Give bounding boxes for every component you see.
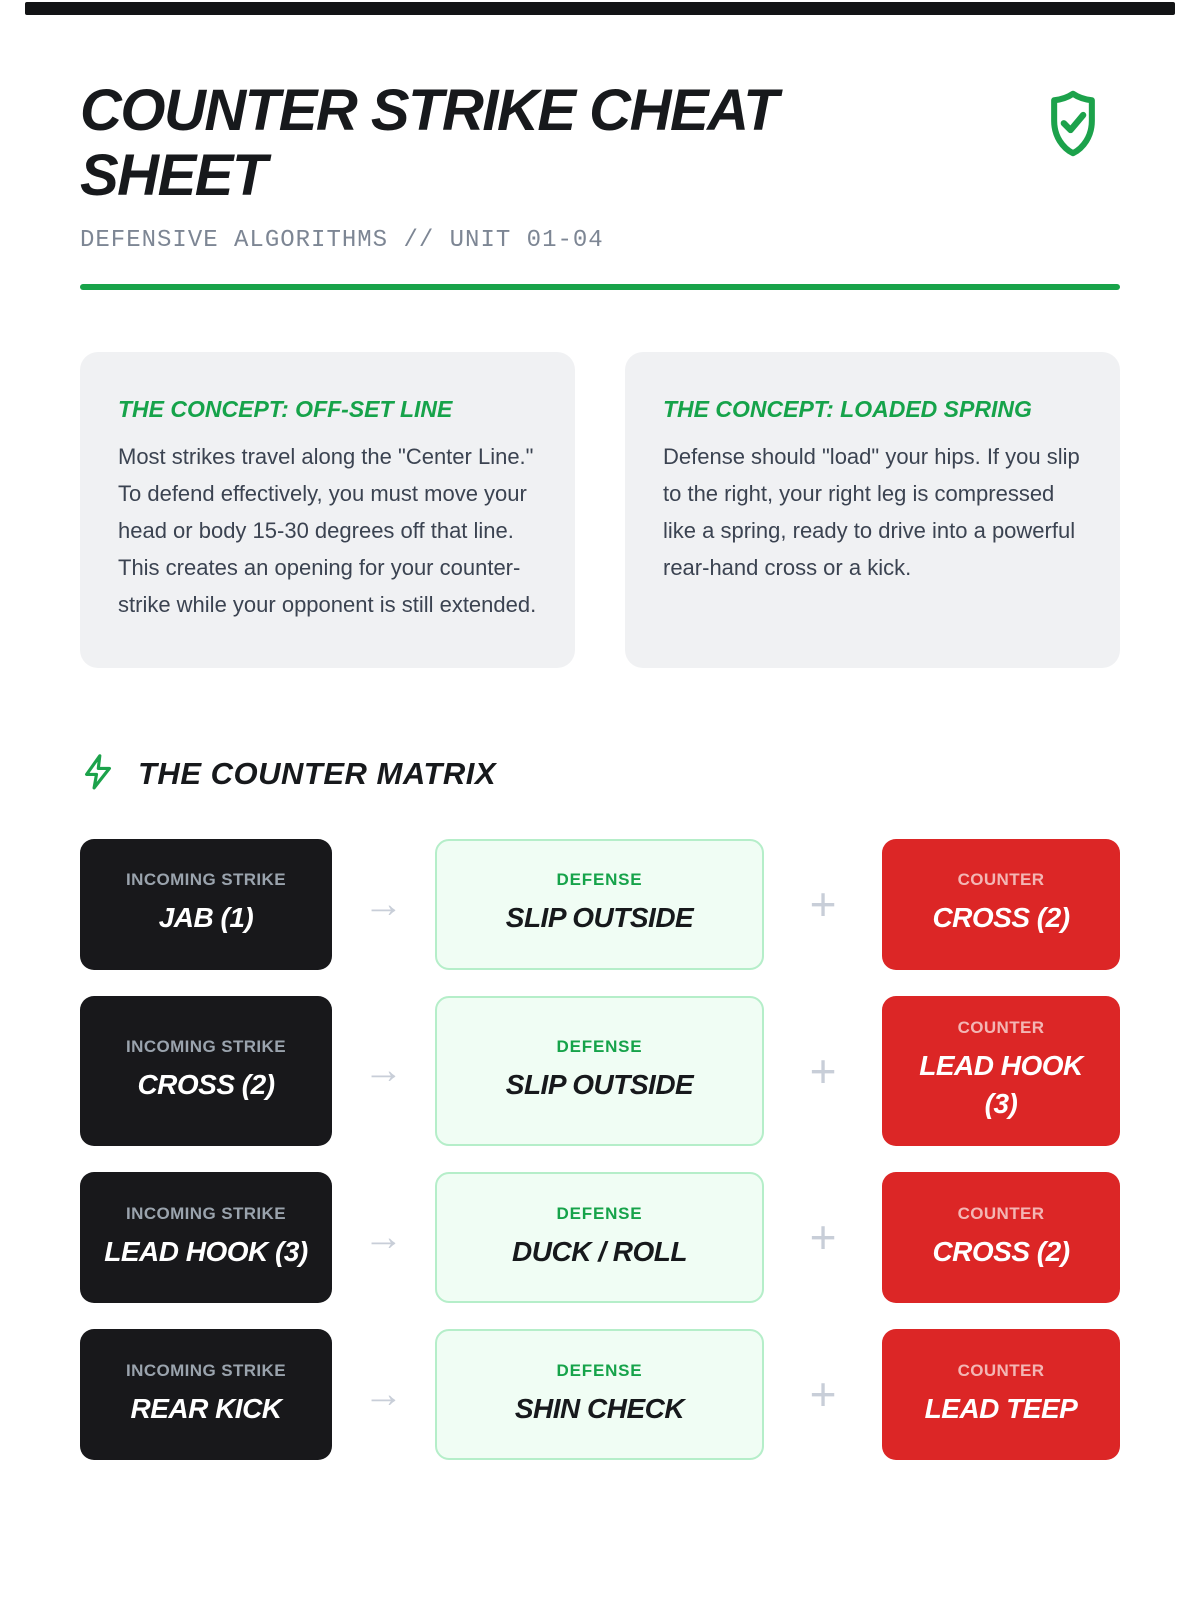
counter-card — [882, 1172, 1120, 1303]
strike-value: REAR KICK — [130, 1392, 282, 1424]
arrow-right-icon: → — [363, 1214, 404, 1259]
strike-label: INCOMING STRIKE — [126, 1203, 286, 1223]
counter-card — [882, 839, 1120, 970]
counter-label: COUNTER — [957, 870, 1045, 890]
strike-label: INCOMING STRIKE — [126, 1036, 286, 1056]
strike-value: LEAD HOOK (3) — [104, 1235, 308, 1267]
green-divider — [80, 284, 1120, 290]
counter-value: LEAD TEEP — [924, 1392, 1078, 1424]
strike-label: INCOMING STRIKE — [126, 1360, 286, 1380]
defense-label: DEFENSE — [556, 1203, 643, 1223]
page-subtitle: DEFENSIVE ALGORITHMS // UNIT 01-04 — [80, 226, 604, 254]
concept-cards — [80, 352, 1120, 668]
arrow-right-icon: → — [363, 881, 404, 926]
matrix-row — [80, 1329, 1120, 1460]
defense-card — [435, 1172, 764, 1303]
matrix-row — [80, 1172, 1120, 1303]
counter-card — [882, 1329, 1120, 1460]
concept-body: Most strikes travel along the "Center Line." To defend effectively, you must move your head or body 15-30 degrees off that line. This creates an opening for your counter-strike while your opponent is still extended. — [118, 443, 537, 617]
counter-value: LEAD HOOK (3) — [919, 1049, 1083, 1120]
concept-heading: THE CONCEPT: OFF-SET LINE — [118, 395, 453, 422]
defense-value: SLIP OUTSIDE — [505, 902, 694, 934]
shield-check-icon — [1044, 85, 1102, 168]
counter-value: CROSS (2) — [932, 902, 1070, 934]
defense-value: DUCK / ROLL — [512, 1235, 687, 1267]
defense-card — [435, 839, 764, 970]
page-title: COUNTER STRIKE CHEAT SHEET — [80, 78, 778, 208]
incoming-strike-card — [80, 996, 332, 1146]
arrow-right-icon: → — [363, 1048, 404, 1093]
concept-card-offset-line — [80, 352, 575, 668]
strike-value: JAB (1) — [158, 902, 254, 934]
concept-heading: THE CONCEPT: LOADED SPRING — [663, 395, 1032, 422]
plus-icon: + — [809, 1368, 837, 1421]
incoming-strike-card — [80, 1329, 332, 1460]
defense-label: DEFENSE — [556, 870, 643, 890]
defense-value: SHIN CHECK — [514, 1392, 685, 1424]
top-accent-bar — [25, 2, 1175, 15]
counter-label: COUNTER — [957, 1203, 1045, 1223]
concept-body: Defense should "load" your hips. If you slip to the right, your right leg is compressed like a spring, ready to drive into a powerful rear-hand cross or a kick. — [663, 443, 1080, 580]
counter-card — [882, 996, 1120, 1146]
counter-value: CROSS (2) — [932, 1235, 1070, 1267]
lightning-bolt-icon — [80, 752, 116, 797]
defense-card — [435, 996, 764, 1146]
matrix-row — [80, 996, 1120, 1146]
strike-value: CROSS (2) — [137, 1068, 275, 1100]
arrow-right-icon: → — [363, 1371, 404, 1416]
defense-label: DEFENSE — [556, 1360, 643, 1380]
plus-icon: + — [809, 1044, 837, 1097]
defense-label: DEFENSE — [556, 1036, 643, 1056]
matrix-section-heading — [80, 752, 1120, 797]
defense-value: SLIP OUTSIDE — [505, 1068, 694, 1100]
matrix-heading-text: THE COUNTER MATRIX — [138, 756, 497, 792]
counter-label: COUNTER — [957, 1360, 1045, 1380]
plus-icon: + — [809, 878, 837, 931]
incoming-strike-card — [80, 839, 332, 970]
plus-icon: + — [809, 1211, 837, 1264]
concept-card-loaded-spring — [625, 352, 1120, 668]
counter-label: COUNTER — [957, 1017, 1045, 1037]
counter-matrix — [80, 839, 1120, 1460]
defense-card — [435, 1329, 764, 1460]
incoming-strike-card — [80, 1172, 332, 1303]
matrix-row — [80, 839, 1120, 970]
strike-label: INCOMING STRIKE — [126, 870, 286, 890]
header-text — [80, 79, 960, 254]
header — [80, 79, 1120, 254]
page — [0, 79, 1200, 1460]
